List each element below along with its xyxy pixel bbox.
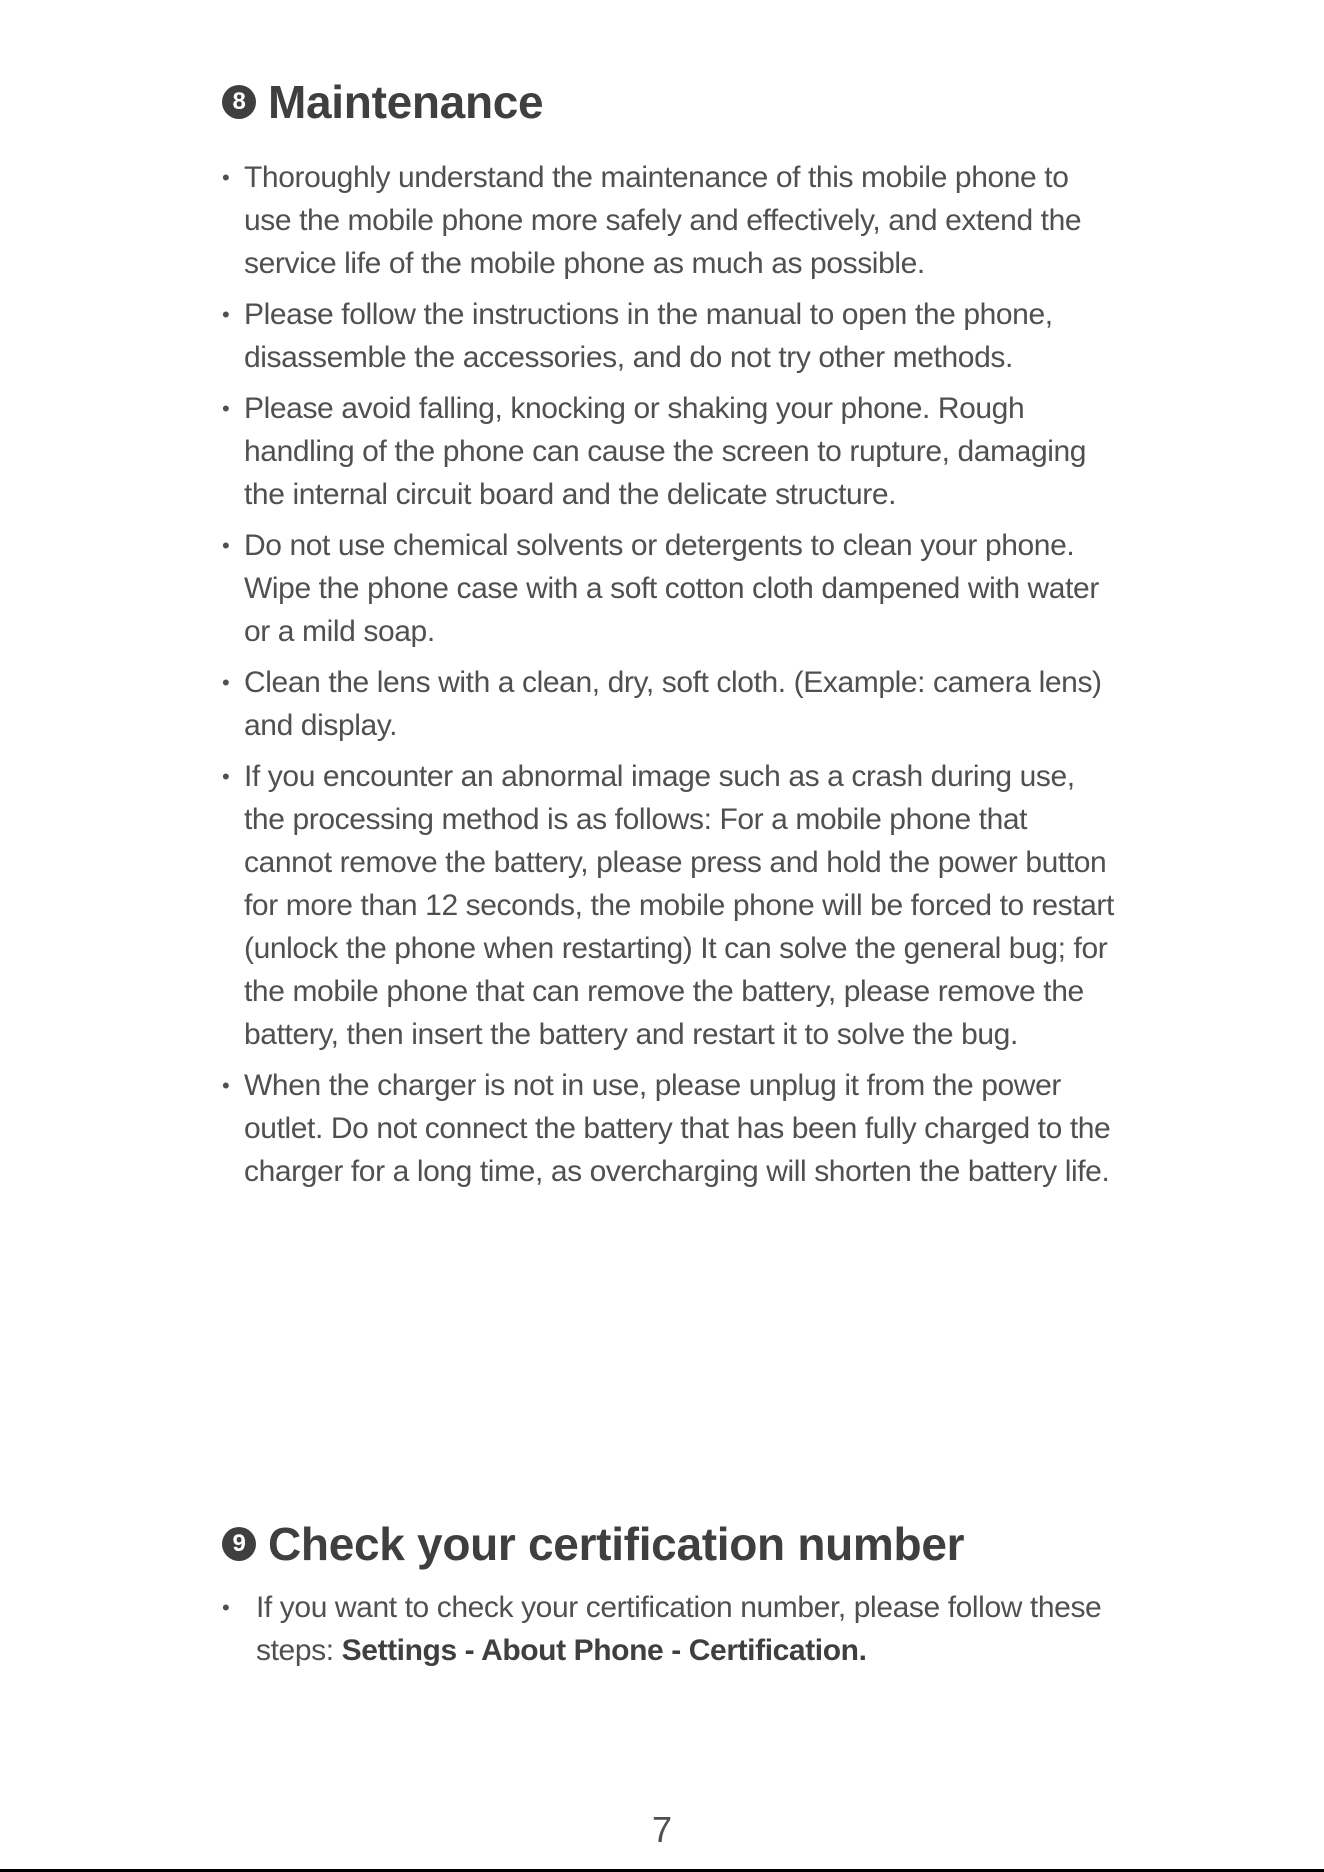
list-item xyxy=(222,293,1122,379)
list-item xyxy=(222,661,1122,747)
list-item xyxy=(222,1064,1122,1193)
certification-list xyxy=(222,1586,1122,1672)
list-item xyxy=(222,524,1122,653)
maintenance-list xyxy=(222,156,1122,1193)
bullet-dot-icon: • xyxy=(222,764,230,789)
bullet-dot-icon: • xyxy=(222,1595,230,1620)
list-item xyxy=(222,1586,1122,1672)
list-item xyxy=(222,156,1122,285)
list-item-text: If you encounter an abnormal image such as a crash during use, the processing method is as follows: For a mobile phone that cannot remove the battery, please press and hold the power button for more than 12 seconds, the mobile phone will be forced to restart (unlock the phone when restarting) It can solve the general bug; for the mobile phone that can remove the battery, please remove the battery, then insert the battery and restart it to solve the bug. xyxy=(244,760,1114,1051)
certification-heading xyxy=(222,1514,1122,1574)
bullet-dot-icon: • xyxy=(222,670,230,695)
certification-title: Check your certification number xyxy=(268,1518,965,1570)
list-item xyxy=(222,387,1122,516)
page-number: 7 xyxy=(651,1809,673,1850)
bullet-dot-icon: • xyxy=(222,396,230,421)
list-item xyxy=(222,755,1122,1056)
bullet-dot-icon: • xyxy=(222,302,230,327)
bullet-dot-icon: • xyxy=(222,1073,230,1098)
bullet-dot-icon: • xyxy=(222,533,230,558)
section-number-badge: 9 xyxy=(222,1527,256,1561)
maintenance-title: Maintenance xyxy=(268,76,544,128)
bullet-dot-icon: • xyxy=(222,165,230,190)
certification-steps: Settings - About Phone - Certification. xyxy=(341,1634,867,1667)
list-item-text: Thoroughly understand the maintenance of this mobile phone to use the mobile phone more safely and effectively, and extend the service life of the mobile phone as much as possible. xyxy=(244,161,1082,280)
list-item-text: Do not use chemical solvents or detergents to clean your phone. Wipe the phone case with a soft cotton cloth dampened with water or a mild soap. xyxy=(244,529,1099,648)
list-item-text: Clean the lens with a clean, dry, soft cloth. (Example: camera lens) and display. xyxy=(244,666,1102,742)
list-item-text: Please avoid falling, knocking or shaking your phone. Rough handling of the phone can cause the screen to rupture, damaging the internal circuit board and the delicate structure. xyxy=(244,392,1087,511)
maintenance-heading xyxy=(222,72,1122,132)
list-item-text: Please follow the instructions in the manual to open the phone, disassemble the accessories, and do not try other methods. xyxy=(244,298,1053,374)
certification-intro: If you want to check your certification number, please follow these steps: xyxy=(256,1591,1102,1667)
maintenance-section xyxy=(222,72,1122,1193)
section-number-badge: 8 xyxy=(222,85,256,119)
certification-section xyxy=(222,1514,1122,1672)
list-item-text: When the charger is not in use, please unplug it from the power outlet. Do not connect the battery that has been fully charged to the charger for a long time, as overcharging will shorten the battery life. xyxy=(244,1069,1111,1188)
